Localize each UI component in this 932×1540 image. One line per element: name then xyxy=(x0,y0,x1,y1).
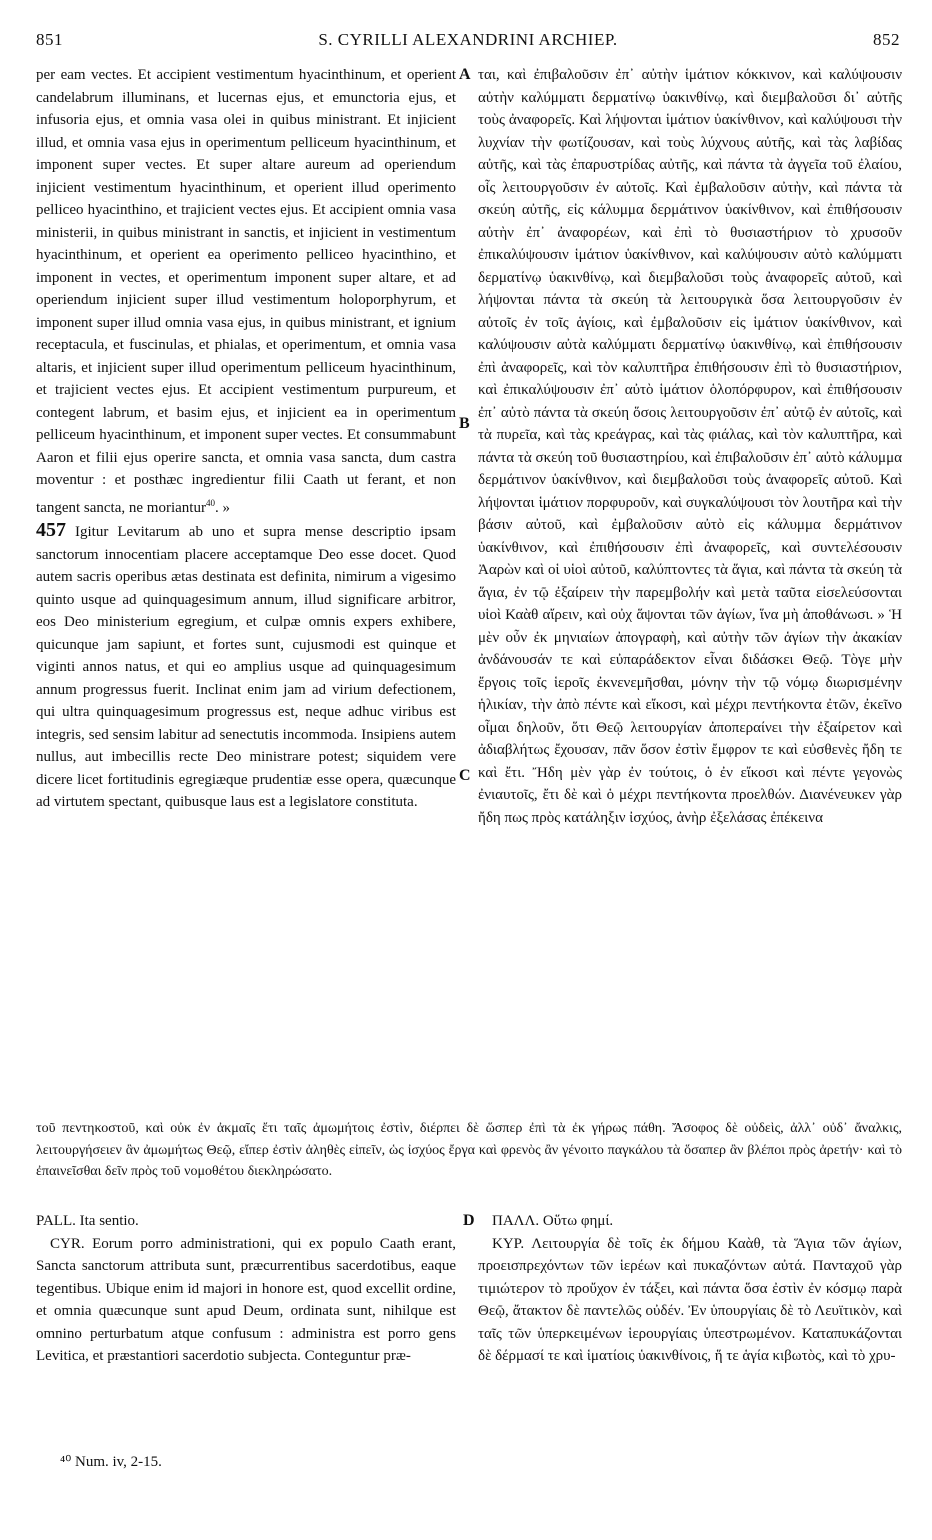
latin-text-1: per eam vectes. Et accipient vestimentum hyacinthinum, et operient candelabrum illuminans, et lucernas ejus, et emunctoria ejus, et infusoria ejus, et omnia vasa olei in quibus ministrant. Et injicient illud, et omnia vasa ejus in operimentum pelliceum hyacinthinum, et imponent super vectes. Et super altare aureum ad operiendum injicient vestimentum hyacinthinum, et operient illud operimento pelliceo hyacinthino, et trajicient vectes ejus. Et accipient omnia vasa ministerii, in quibus ministrant in sanctis, et injicient in vestimentum hyacinthinum, et operient ea operimento pelliceo hyacinthino, et imponent in vectes, et operimentum imponent super altare, et ad operiendum injicient super illud vestimentum holoporphyrum, et imponent super illud omnia vasa ejus, in quibus ministrant, et ignium receptacula, et fuscinulas, et phialas, et operimentum, et omnia vasa altaris, et injicient super illud operimentum pelliceum hyacinthinum, et trajicient vectes ejus. Et accipient vestimentum purpureum, et contegent labrum, et basim ejus, et injicient ea in operimentum pelliceum hyacinthinum, et imponent super vectes. Et consummabunt Aaron et filii ejus operire sancta, et omnia vasa sancta, dum castra moventur : et posthæc ingredientur filii Caath ut ferant, et non tangent sancta, ne moriantur xyxy=(36,67,456,516)
greek-full-text: τοῦ πεντηκοστοῦ, καὶ οὐκ ἐν ἀκμαῖς ἔτι ταῖς ἀμωμήτοις ἐστὶν, διέρπει δὲ ὥσπερ ἐπὶ τὰ ἐκ γήρως πάθη. Ἄσοφος δὲ οὐδεὶς, ἀλλ᾽ οὐδ᾽ ἄναλκις, λειτουργήσειεν ἂν ἀμωμήτως Θεῷ, εἴπερ ἐστὶν ἀληθὲς εἰπεῖν, ὡς ἰσχύος ἔργα καὶ φρενὸς ἂν γένοιτο παγκάλου τὰ ὅσαπερ ἂν βλέποι πρὸς ἀρετήν· καὶ τὸ ἐπαινεῖσθαι δεῖν πρὸς τοῦ νομοθέτου διεκληρώσατο. xyxy=(36,1121,902,1179)
greek-full-width-block xyxy=(36,1118,902,1204)
greek-cyr-paragraph: ΚΥΡ. Λειτουργία δὲ τοῖς ἐκ δήμου Καὰθ, τὰ Ἅγια τῶν ἁγίων, προεισπρεχόντων τῶν ἱερέων καὶ πυκαζόντων αὐτά. Πανταχοῦ γὰρ τιμιώτερον τὸ προὔχον ἐν τάξει, καὶ πάντα ὅσα ἐστὶν ἐν κόσμῳ παρὰ Θεῷ, ἄτακτον δὲ παντελῶς οὐδέν. Ἐν ὑπουργίαις δὲ τὸ Λευϊτικὸν, καὶ ταῖς τῶν ὑπερκειμένων ἱερουργίαις ὑπεστρωμένον. Καταπυκάζονται δὲ δέρμασί τε καὶ ἱματίοις ὑακινθίνοις, ἥ τε ἁγία κιβωτὸς, καὶ τὸ χρυ- xyxy=(478,1235,902,1364)
section-number: 457 xyxy=(36,519,66,541)
margin-marker-d: D xyxy=(463,1212,475,1229)
margin-marker-c: C xyxy=(459,767,471,784)
greek-paragraph-1: ται, καὶ ἐπιβαλοῦσιν ἐπ᾽ αὐτὴν ἱμάτιον κόκκινον, καὶ καλύψουσιν αὐτὴν καλύμματι δερματίνῳ ὑακινθίνῳ, καὶ διεμβαλοῦσι δι᾽ αὐτῆς τοὺς ἀναφορεῖς. Καὶ λήψονται ἱμάτιον ὑακίνθινον, καὶ καλύψουσι τὴν λυχνίαν τὴν φωτίζουσαν, καὶ τοὺς λύχνους αὐτῆς, καὶ τὰς λαβίδας αὐτῆς, καὶ τὰς ἐπαρυστρίδας αὐτῆς, καὶ πάντα τὰ ἀγγεῖα τοῦ ἐλαίου, οἷς λειτουργοῦσιν ἐν αὐτοῖς. Καὶ ἐμβαλοῦσιν αὐτὴν, καὶ πάντα τὰ σκεύη αὐτῆς, εἰς κάλυμμα δερμάτινον ὑακίνθινον, καὶ ἐπιθήσουσιν αὐτὴν ἐπ᾽ ἀναφορέων, καὶ ἐπὶ τὸ θυσιαστήριον τὸ χρυσοῦν ἐπικαλύψουσιν ἱμάτιον ὑακίνθινον, καὶ καλύψουσιν αὐτὸ καλύμματι δερματίνῳ ὑακινθίνῳ, καὶ διεμβαλοῦσι τοὺς ἀναφορεῖς αὐτοῦ, καὶ λήψονται πάντα τὰ σκεύη τὰ λειτουργικὰ ὅσα λειτουργοῦσιν ἐν αὐτοῖς ἐν τοῖς ἁγίοις, καὶ ἐμβαλοῦσιν εἰς ἱμάτιον ὑακίνθινον, καὶ καλύψουσιν αὐτὰ καλύμματι δερματίνῳ ὑακινθίνῳ, καὶ ἐπιθήσουσιν ἐπὶ ἀναφορεῖς, καὶ τὸν καλυπτῆρα ἐπιθήσουσιν ἐπὶ τὸ θυσιαστήριον, καὶ ἐπικαλύψουσιν ἐπ᾽ αὐτὸ ἱμάτιον ὁλοπόρφυρον, καὶ ἐπιθήσουσιν ἐπ᾽ αὐτὸ πάντα τὰ σκεύη ὅσοις λειτουργοῦσιν ἐπ᾽ αὐτῷ ἐν αὐτοῖς, καὶ τὰ πυρεῖα, καὶ τὰς κρεάγρας, καὶ τὰς φιάλας, καὶ τὸν καλυπτῆρα, καὶ πάντα τὰ σκεύη τοῦ θυσιαστηρίου, καὶ ἐπιβαλοῦσιν ἐπ᾽ αὐτὸ κάλυμμα δερμάτινον ὑακίνθινον, καὶ διεμβαλοῦσι τοὺς ἀναφορεῖς αὐτοῦ. Καὶ λήψονται ἱμάτιον πορφυροῦν, καὶ συγκαλύψουσι τὸν λουτῆρα καὶ τὴν βάσιν αὐτοῦ, καὶ ἐμβαλοῦσιν αὐτὸ εἰς κάλυμμα δερμάτινον ὑακίνθινον, καὶ ἐπιθήσουσιν ἐπὶ ἀναφορεῖς, καὶ συντελέσουσιν Ἀαρὼν καὶ οἱ υἱοὶ αὐτοῦ, καλύπτοντες τὰ ἅγια, καὶ πάντα τὰ σκεύη τὰ ἅγια, ἐν τῷ ἐξαίρειν τὴν παρεμβολήν καὶ μετὰ ταῦτα εἰσελεύσονται υἱοὶ Καὰθ αἴρειν, καὶ οὐχ ἅψονται τῶν ἁγίων, ἵνα μὴ ἀποθάνωσι. » Ἡ μὲν οὖν ἐκ μηνιαίων ἀπογραφὴ, καὶ αὐτὴν τῶν ἁγίων τὴν ἀκακίαν ἀνδάνουσάν τε καὶ εὐπαράδεκτον εἶναι διδάσκει Θεῷ. Τὸγε μὴν ἔργοις τοῖς ἱεροῖς ἐκνενεμῆσθαι, μόνην τὴν τῷ νόμῳ διωρισμένην ἡλικίαν, τὴν ἀπὸ πέντε καὶ εἴκοσι, καὶ μέχρι πεντήκοντα ἐτῶν, ἐκεῖνο οἶμαι δηλοῦν, ὅτι Θεῷ λειτουργίαν ἀποπεραίνει τὴν ἐξαίρετον καὶ ἀδιαβλήτως ἔχουσαν, πᾶν ὅσον ἐστὶν ἔμφρον τε καὶ εὐσθενὲς ἤδη τε καὶ ἔτι. Ἤδη μὲν γὰρ ἐν τούτοις, ὁ ἐν εἴκοσι καὶ πέντε γεγονὼς ἐνιαυτοῖς, ἔτι δὲ καὶ ὁ μέχρι πεντήκοντα προελθών. Διανένευκεν γὰρ ἤδη πως πρὸς κατάληξιν ἰσχύος, ἀνὴρ ἐξελάσας ἐπέκεινα xyxy=(478,67,902,826)
latin-paragraph-2 xyxy=(36,519,456,814)
latin-column-bottom xyxy=(36,1210,456,1436)
greek-column-top xyxy=(478,64,902,1118)
latin-text-1-end: . » xyxy=(214,499,230,516)
greek-pall-line: ΠΑΛΛ. Οὕτω φημί. xyxy=(492,1213,614,1229)
page-header xyxy=(36,30,900,56)
greek-column-bottom xyxy=(478,1210,902,1436)
latin-text-2: Igitur Levitarum ab uno et supra mense descriptio ipsam sanctorum innocentiam placere acceptamque Deo esse docet. Quod autem sacris operibus ætas destinata est definita, nimirum a vigesimo quinto usque ad quinquagesimum annum, illud significare arbitror, eos Deo ministerium egregium, et culpæ omnis expers exhibere, quicunque jam sapiunt, et fortes sunt, cujusmodi est quinque et viginti annos natus, et qui eo amplius usque ad quinquagesimum annum progressus fuerit. Inclinat enim jam ad virium defectionem, qui ultra quinquagesimum progressus est, neque adhuc viribus est integris, sed sensim labitur ad senectutis incommoda. Insipiens autem nullus, aut imbecillis recte Deo ministrare potest; siquidem vere dicere licet fortitudinis egregiæque prudentiæ esse opera, quæcunque ad virtutem spectant, quibusque laus est a legislatore constituta. xyxy=(36,524,456,810)
latin-column-top xyxy=(36,64,456,1154)
margin-marker-a: A xyxy=(459,66,471,83)
latin-paragraph-1 xyxy=(36,64,456,519)
margin-marker-b: B xyxy=(459,415,470,432)
page-number-left: 851 xyxy=(36,30,63,49)
latin-pall-line: PALL. Ita sentio. xyxy=(36,1213,139,1229)
footnote: ⁴⁰ Num. iv, 2-15. xyxy=(60,1454,162,1470)
footnote-ref: 40 xyxy=(205,497,215,508)
page-number-right: 852 xyxy=(873,30,900,49)
latin-cyr-paragraph: CYR. Eorum porro administrationi, qui ex populo Caath erant, Sancta sanctorum attributa sunt, præcurrentibus sacerdotibus, eaque tegentibus. Ubique enim id majori in honore est, quod excellit ordine, et omnia quæcunque sunt apud Deum, ordinata sunt, nihilque est omnino perturbatum atque confusum : administra est porro gens Levitica, et præstantiori sacerdotio subjecta. Conteguntur præ- xyxy=(36,1235,456,1364)
running-title: S. CYRILLI ALEXANDRINI ARCHIEP. xyxy=(318,30,618,49)
